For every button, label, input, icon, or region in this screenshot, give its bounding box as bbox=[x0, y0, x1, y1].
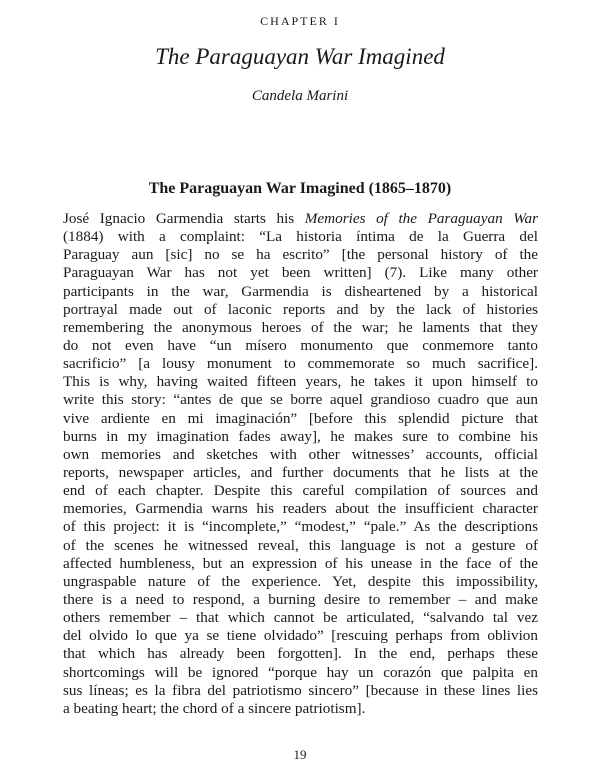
body-line: sus líneas; es la fibra del patriotismo sincero” [because in these lines lies bbox=[63, 681, 538, 699]
body-line: participants in the war, Garmendia is disheartened by a historical bbox=[63, 282, 538, 300]
body-line: affected humbleness, but an expression of his unease in the face of the bbox=[63, 554, 538, 572]
body-line: write this story: “antes de que se borre aquel grandioso cuadro que aun bbox=[63, 391, 538, 409]
chapter-title: The Paraguayan War Imagined bbox=[155, 44, 445, 69]
body-line: of this project: it is “incomplete,” “modest,” “pale.” As the descriptions bbox=[63, 518, 538, 536]
body-line: remembering the anonymous heroes of the war; he laments that they bbox=[63, 318, 538, 336]
body-line: of the scenes he witnessed reveal, this language is not a gesture of bbox=[63, 536, 538, 554]
body-line: del olvido lo que ya se tiene olvidado” [rescuing perhaps from oblivion bbox=[63, 627, 538, 645]
body-line: portrayal made out of laconic reports and by the lack of histories bbox=[63, 300, 538, 318]
chapter-author: Candela Marini bbox=[251, 88, 349, 104]
body-text bbox=[63, 210, 538, 718]
section-heading: The Paraguayan War Imagined (1865–1870) bbox=[148, 180, 452, 197]
body-line: This is why, having waited fifteen years, he takes it upon himself to bbox=[63, 373, 538, 391]
body-line: burns in my imagination fades away], he makes sure to combine his bbox=[63, 427, 538, 445]
body-line: ungraspable nature of the experience. Yet, despite this impossibility, bbox=[63, 572, 538, 590]
body-line: (1884) with a complaint: “La historia íntima de la Guerra del bbox=[63, 228, 538, 246]
chapter-label: CHAPTER I bbox=[260, 14, 340, 28]
page-number: 19 bbox=[293, 747, 307, 762]
body-line: others remember – that which cannot be articulated, “salvando tal vez bbox=[63, 609, 538, 627]
body-line: that which has already been forgotten]. In the end, perhaps these bbox=[63, 645, 538, 663]
body-line: end of each chapter. Despite this careful compilation of sources and bbox=[63, 482, 538, 500]
body-line: memories, Garmendia warns his readers about the insufficient character bbox=[63, 500, 538, 518]
body-line: own memories and sketches with other witnesses’ accounts, official bbox=[63, 445, 538, 463]
body-line: a beating heart; the chord of a sincere patriotism]. bbox=[63, 699, 366, 717]
body-line: vive ardiente en mi imaginación” [before this splendid picture that bbox=[63, 409, 538, 427]
body-line: there is a need to respond, a burning desire to remember – and make bbox=[63, 590, 538, 608]
body-line: José Ignacio Garmendia starts his Memories of the Paraguayan War bbox=[63, 210, 538, 227]
body-line: Paraguay aun [sic] no se ha escrito” [the personal history of the bbox=[63, 246, 538, 264]
body-line: sacrificio” [a lousy monument to commemorate so much sacrifice]. bbox=[63, 355, 538, 373]
body-line: Paraguayan War has not yet been written] (7). Like many other bbox=[63, 264, 538, 282]
body-line: reports, newspaper articles, and further documents that he lists at the bbox=[63, 463, 538, 481]
body-line: do not even have “un mísero monumento que conmemore tanto bbox=[63, 336, 538, 354]
body-line: shortcomings will be ignored “porque hay un corazón que palpita en bbox=[63, 663, 538, 681]
